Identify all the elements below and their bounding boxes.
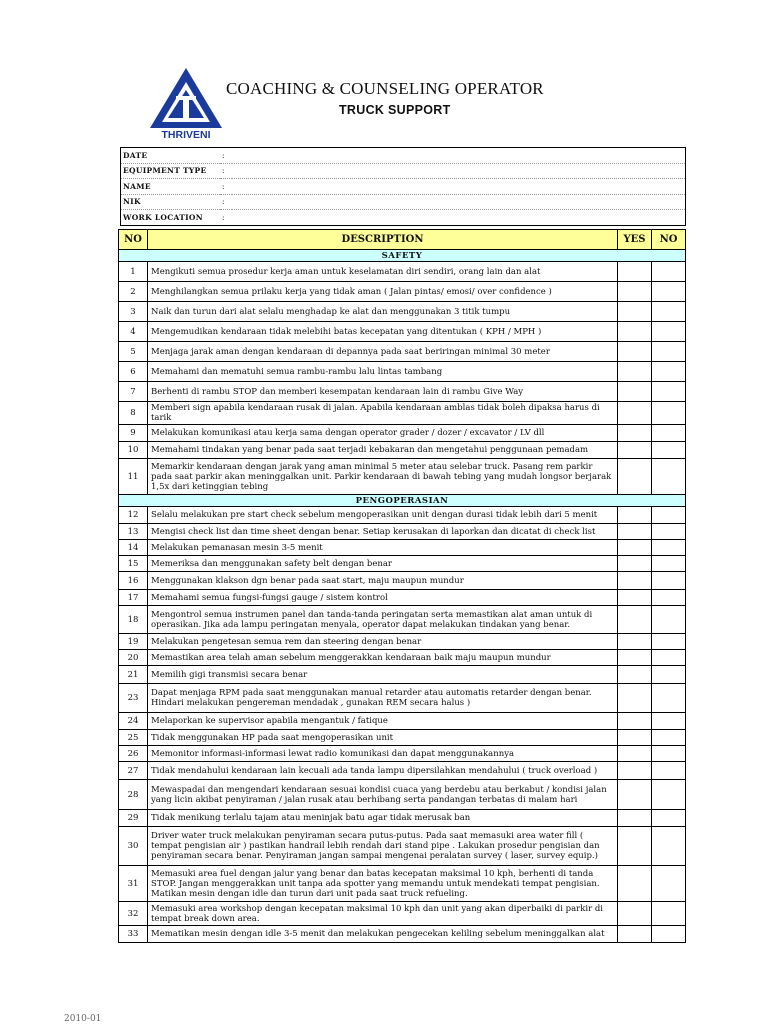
yes-checkbox-cell[interactable] (618, 459, 652, 495)
table-row (119, 902, 686, 926)
row-number: 26 (119, 746, 148, 762)
info-colon: : (220, 194, 232, 210)
info-row (121, 179, 686, 195)
info-value-field[interactable] (232, 210, 686, 226)
row-number: 2 (119, 282, 148, 302)
table-row (119, 524, 686, 540)
table-row (119, 634, 686, 650)
info-value-field[interactable] (232, 148, 686, 164)
row-number: 7 (119, 382, 148, 402)
row-description: Memahami tindakan yang benar pada saat terjadi kebakaran dan mengetahui penggunaan pemadam (148, 442, 618, 459)
table-row (119, 650, 686, 666)
row-description: Menghilangkan semua prilaku kerja yang tidak aman ( Jalan pintas/ emosi/ over confidence ) (148, 282, 618, 302)
table-row (119, 762, 686, 780)
no-checkbox-cell[interactable] (652, 540, 686, 556)
row-number: 30 (119, 827, 148, 866)
row-description: Memonitor informasi-informasi lewat radio komunikasi dan dapat menggunakannya (148, 746, 618, 762)
table-row (119, 382, 686, 402)
row-number: 20 (119, 650, 148, 666)
row-description: Memilih gigi transmisi secara benar (148, 666, 618, 684)
yes-checkbox-cell[interactable] (618, 382, 652, 402)
yes-checkbox-cell[interactable] (618, 322, 652, 342)
header-description: DESCRIPTION (148, 230, 618, 250)
table-row (119, 402, 686, 425)
yes-checkbox-cell[interactable] (618, 402, 652, 425)
no-checkbox-cell[interactable] (652, 262, 686, 282)
table-row (119, 666, 686, 684)
yes-checkbox-cell[interactable] (618, 634, 652, 650)
no-checkbox-cell[interactable] (652, 459, 686, 495)
yes-checkbox-cell[interactable] (618, 590, 652, 606)
row-description: Mematikan mesin dengan idle 3-5 menit dan melakukan pengecekan keliling sebelum meninggalkan alat (148, 926, 618, 943)
page-subtitle: TRUCK SUPPORT (339, 103, 451, 117)
yes-checkbox-cell[interactable] (618, 827, 652, 866)
table-row (119, 827, 686, 866)
info-colon: : (220, 163, 232, 179)
no-checkbox-cell[interactable] (652, 507, 686, 524)
row-description: Tidak mendahului kendaraan lain kecuali ada tanda lampu dipersilahkan mendahului ( truck overload ) (148, 762, 618, 780)
no-checkbox-cell[interactable] (652, 382, 686, 402)
info-label: DATE (123, 150, 148, 160)
row-description: Berhenti di rambu STOP dan memberi kesempatan kendaraan lain di rambu Give Way (148, 382, 618, 402)
row-description: Mengemudikan kendaraan tidak melebihi batas kecepatan yang ditentukan ( KPH / MPH ) (148, 322, 618, 342)
row-description: Mengontrol semua instrumen panel dan tanda-tanda peringatan serta memastikan alat aman untuk di operasikan. Jika ada lampu peringatan menyala, operator dapat melakukan tindakan yang benar. (148, 606, 618, 634)
section-title: SAFETY (119, 250, 686, 262)
table-row (119, 713, 686, 730)
row-description: Mewaspadai dan mengendari kendaraan sesuai kondisi cuaca yang berdebu atau berkabut / kondisi jalan yang licin akibat penyiraman / jalan rusak atau berhibang serta pandangan terbatas di malam hari (148, 780, 618, 810)
row-description: Driver water truck melakukan penyiraman secara putus-putus. Pada saat memasuki area water fill ( tempat pengisian air ) pastikan handrail lebih rendah dari stand pipe . Lakukan prosedur pengisian dan penyiraman secara benar. Penyiraman jangan sampai mengenai peralatan survey ( laser, survey equip.) (148, 827, 618, 866)
row-number: 31 (119, 866, 148, 902)
row-description: Memeriksa dan menggunakan safety belt dengan benar (148, 556, 618, 572)
yes-checkbox-cell[interactable] (618, 780, 652, 810)
header-yes: YES (618, 230, 652, 250)
no-checkbox-cell[interactable] (652, 926, 686, 943)
yes-checkbox-cell[interactable] (618, 556, 652, 572)
yes-checkbox-cell[interactable] (618, 282, 652, 302)
row-number: 28 (119, 780, 148, 810)
no-checkbox-cell[interactable] (652, 362, 686, 382)
no-checkbox-cell[interactable] (652, 402, 686, 425)
row-number: 15 (119, 556, 148, 572)
table-row (119, 540, 686, 556)
info-colon: : (220, 179, 232, 195)
row-description: Mengikuti semua prosedur kerja aman untuk keselamatan diri sendiri, orang lain dan alat (148, 262, 618, 282)
table-row (119, 926, 686, 943)
no-checkbox-cell[interactable] (652, 282, 686, 302)
table-row (119, 262, 686, 282)
yes-checkbox-cell[interactable] (618, 262, 652, 282)
row-description: Memasuki area workshop dengan kecepatan maksimal 10 kph dan unit yang akan diperbaiki di parkir di tempat break down area. (148, 902, 618, 926)
no-checkbox-cell[interactable] (652, 762, 686, 780)
info-label: NIK (121, 194, 221, 210)
row-number: 14 (119, 540, 148, 556)
page-title: COACHING & COUNSELING OPERATOR (226, 79, 544, 98)
row-number: 24 (119, 713, 148, 730)
row-number: 19 (119, 634, 148, 650)
no-checkbox-cell[interactable] (652, 634, 686, 650)
row-description: Menggunakan klakson dgn benar pada saat start, maju maupun mundur (148, 572, 618, 590)
row-number: 18 (119, 606, 148, 634)
row-number: 5 (119, 342, 148, 362)
no-checkbox-cell[interactable] (652, 810, 686, 827)
yes-checkbox-cell[interactable] (618, 425, 652, 442)
table-row (119, 342, 686, 362)
row-description: Menjaga jarak aman dengan kendaraan di depannya pada saat beriringan minimal 30 meter (148, 342, 618, 362)
header-no: NO (119, 230, 148, 250)
yes-checkbox-cell[interactable] (618, 342, 652, 362)
info-row (121, 210, 686, 226)
no-checkbox-cell[interactable] (652, 902, 686, 926)
row-number: 12 (119, 507, 148, 524)
row-description: Melaporkan ke supervisor apabila mengantuk / fatique (148, 713, 618, 730)
info-label: WORK LOCATION (121, 210, 221, 226)
row-description: Dapat menjaga RPM pada saat menggunakan manual retarder atau automatis retarder dengan benar. Hindari melakukan pengereman mendadak , gunakan REM secara halus ) (148, 684, 618, 713)
info-fields-table (120, 147, 686, 226)
table-row (119, 302, 686, 322)
no-checkbox-cell[interactable] (652, 442, 686, 459)
table-row (119, 282, 686, 302)
row-description: Naik dan turun dari alat selalu menghadap ke alat dan menggunakan 3 titik tumpu (148, 302, 618, 322)
row-number: 13 (119, 524, 148, 540)
table-row (119, 425, 686, 442)
info-value-field[interactable] (232, 163, 686, 179)
table-row (119, 556, 686, 572)
info-row (121, 194, 686, 210)
no-checkbox-cell[interactable] (652, 684, 686, 713)
row-description: Memahami semua fungsi-fungsi gauge / sistem kontrol (148, 590, 618, 606)
row-description: Melakukan pemanasan mesin 3-5 menit (148, 540, 618, 556)
no-checkbox-cell[interactable] (652, 556, 686, 572)
no-checkbox-cell[interactable] (652, 425, 686, 442)
table-row (119, 322, 686, 342)
info-row (121, 148, 686, 164)
no-checkbox-cell[interactable] (652, 322, 686, 342)
info-colon: : (222, 150, 225, 160)
yes-checkbox-cell[interactable] (618, 926, 652, 943)
row-description: Memahami dan mematuhi semua rambu-rambu lalu lintas tambang (148, 362, 618, 382)
table-row (119, 442, 686, 459)
footer-text: 2010-01 (64, 1014, 102, 1024)
info-label: EQUIPMENT TYPE (121, 163, 221, 179)
thriveni-logo (146, 66, 226, 140)
row-number: 11 (119, 459, 148, 495)
no-checkbox-cell[interactable] (652, 342, 686, 362)
section-row (119, 495, 686, 507)
yes-checkbox-cell[interactable] (618, 713, 652, 730)
table-row (119, 746, 686, 762)
yes-checkbox-cell[interactable] (618, 540, 652, 556)
no-checkbox-cell[interactable] (652, 606, 686, 634)
no-checkbox-cell[interactable] (652, 866, 686, 902)
row-description: Memberi sign apabila kendaraan rusak di jalan. Apabila kendaraan amblas tidak boleh dipaksa harus di tarik (148, 402, 618, 425)
yes-checkbox-cell[interactable] (618, 810, 652, 827)
row-description: Memasuki area fuel dengan jalur yang benar dan batas kecepatan maksimal 10 kph, berhenti di tanda STOP. Jangan menggerakkan unit tanpa ada spotter yang memandu untuk mendekati tempat pengisian. Matikan mesin dengan idle dan turun dari unit pada saat truck refueling. (148, 866, 618, 902)
no-checkbox-cell[interactable] (652, 650, 686, 666)
no-checkbox-cell[interactable] (652, 780, 686, 810)
no-checkbox-cell[interactable] (652, 827, 686, 866)
no-checkbox-cell[interactable] (652, 713, 686, 730)
row-number: 3 (119, 302, 148, 322)
yes-checkbox-cell[interactable] (618, 606, 652, 634)
table-row (119, 459, 686, 495)
info-value-field[interactable] (232, 179, 686, 195)
header-no-answer: NO (652, 230, 686, 250)
row-description: Memastikan area telah aman sebelum menggerakkan kendaraan baik maju maupun mundur (148, 650, 618, 666)
logo-triangle-icon (146, 66, 226, 140)
row-number: 8 (119, 402, 148, 425)
yes-checkbox-cell[interactable] (618, 650, 652, 666)
table-row (119, 866, 686, 902)
row-description: Memarkir kendaraan dengan jarak yang aman minimal 5 meter atau selebar truck. Pasang rem parkir pada saat parkir akan meninggalkan unit. Parkir kendaraan di bawah tebing yang mudah longsor berjarak 1,5x dari ketinggian tebing (148, 459, 618, 495)
table-row (119, 810, 686, 827)
row-description: Tidak menikung terlalu tajam atau meninjak batu agar tidak merusak ban (148, 810, 618, 827)
row-description: Mengisi check list dan time sheet dengan benar. Setiap kerusakan di laporkan dan dicatat di check list (148, 524, 618, 540)
row-number: 29 (119, 810, 148, 827)
no-checkbox-cell[interactable] (652, 746, 686, 762)
table-row (119, 362, 686, 382)
yes-checkbox-cell[interactable] (618, 524, 652, 540)
checklist-table (118, 229, 686, 943)
info-row (121, 163, 686, 179)
row-number: 17 (119, 590, 148, 606)
row-number: 33 (119, 926, 148, 943)
table-row (119, 730, 686, 746)
table-row (119, 684, 686, 713)
row-description: Selalu melakukan pre start check sebelum mengoperasikan unit dengan durasi tidak lebih dari 5 menit (148, 507, 618, 524)
yes-checkbox-cell[interactable] (618, 572, 652, 590)
yes-checkbox-cell[interactable] (618, 866, 652, 902)
row-number: 16 (119, 572, 148, 590)
row-description: Melakukan pengetesan semua rem dan steering dengan benar (148, 634, 618, 650)
logo-text: THRIVENI (161, 129, 211, 140)
yes-checkbox-cell[interactable] (618, 362, 652, 382)
no-checkbox-cell[interactable] (652, 590, 686, 606)
row-description: Tidak menggunakan HP pada saat mengoperasikan unit (148, 730, 618, 746)
no-checkbox-cell[interactable] (652, 666, 686, 684)
row-number: 9 (119, 425, 148, 442)
row-number: 25 (119, 730, 148, 746)
info-colon: : (220, 210, 232, 226)
row-number: 32 (119, 902, 148, 926)
table-row (119, 780, 686, 810)
row-description: Melakukan komunikasi atau kerja sama dengan operator grader / dozer / excavator / LV dll (148, 425, 618, 442)
no-checkbox-cell[interactable] (652, 572, 686, 590)
yes-checkbox-cell[interactable] (618, 730, 652, 746)
row-number: 23 (119, 684, 148, 713)
section-title: PENGOPERASIAN (119, 495, 686, 507)
info-value-field[interactable] (232, 194, 686, 210)
yes-checkbox-cell[interactable] (618, 902, 652, 926)
yes-checkbox-cell[interactable] (618, 746, 652, 762)
section-row (119, 250, 686, 262)
yes-checkbox-cell[interactable] (618, 442, 652, 459)
row-number: 6 (119, 362, 148, 382)
table-header-row (119, 230, 686, 250)
no-checkbox-cell[interactable] (652, 730, 686, 746)
table-row (119, 590, 686, 606)
no-checkbox-cell[interactable] (652, 524, 686, 540)
no-checkbox-cell[interactable] (652, 302, 686, 322)
info-label: NAME (121, 179, 221, 195)
yes-checkbox-cell[interactable] (618, 762, 652, 780)
row-number: 4 (119, 322, 148, 342)
row-number: 1 (119, 262, 148, 282)
table-row (119, 572, 686, 590)
yes-checkbox-cell[interactable] (618, 302, 652, 322)
table-row (119, 606, 686, 634)
table-row (119, 507, 686, 524)
row-number: 10 (119, 442, 148, 459)
yes-checkbox-cell[interactable] (618, 507, 652, 524)
yes-checkbox-cell[interactable] (618, 666, 652, 684)
yes-checkbox-cell[interactable] (618, 684, 652, 713)
row-number: 21 (119, 666, 148, 684)
row-number: 27 (119, 762, 148, 780)
